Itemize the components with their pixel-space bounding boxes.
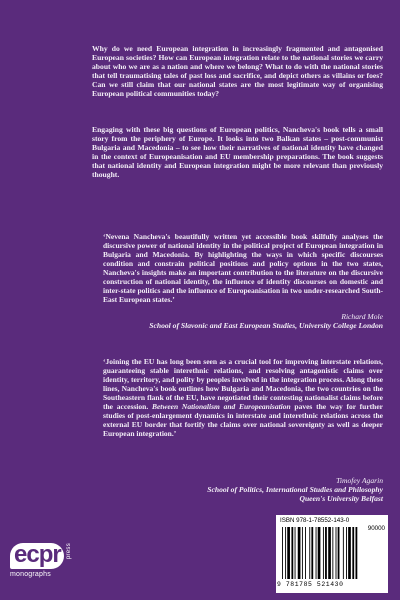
endorser-name-1: Richard Mole bbox=[341, 312, 383, 321]
endorser-name-2: Timofey Agarin bbox=[336, 476, 383, 485]
endorsement-quote-1: ‘Nevena Nancheva's beautifully written yet accessible book skilfully analyses the discursive power of national identity in the political project of European integration in Bulgaria and Macedonia. By highlighting the ways in which specific discourses condition and constrain political positions and policy options in the two states, Nancheva's insights make an important contribution to the literature on the discursive construction of national identity, the influence of identity discourses on domestic and inter-state politics and the influence of Europeanisation in two under-researched South-East European states.’ bbox=[103, 232, 383, 305]
price-code: 90000 bbox=[367, 525, 385, 532]
quote-2-book-title: Between Nationalism and Europeanisation bbox=[151, 402, 291, 412]
endorser-affiliation-2b: Queen's University Belfast bbox=[299, 494, 383, 504]
barcode-bars bbox=[280, 527, 384, 581]
barcode-number: 9 781785 521430 bbox=[277, 581, 344, 588]
endorser-affiliation-1: School of Slavonic and East European Studies, University College London bbox=[149, 321, 383, 331]
endorsement-quote-2 bbox=[103, 357, 383, 438]
endorser-affiliation-2a: School of Politics, International Studies and Philosophy bbox=[207, 485, 383, 495]
endorsement-attribution-1 bbox=[100, 312, 383, 330]
ecpr-press-logo bbox=[10, 541, 90, 586]
logo-monographs-text: monographs bbox=[10, 571, 51, 578]
quote-2-part-1: ‘Joining the EU has long been seen as a crucial tool for improving interstate relations, guaranteeing stable interethnic relations, and resolving antagonistic claims over identity, territory, and polity by peoples involved in the integration process. Along these lines, Nancheva's book outlines how Bulgaria and Macedonia, the two countries on the Southeastern flank of the EU, have negotiated their contesting nationalist claims before the accession. bbox=[103, 357, 383, 412]
intro-paragraph-2: Engaging with these big questions of European politics, Nancheva's book tells a small story from the periphery of Europe. It looks into two Balkan states – post-communist Bulgaria and Macedonia – to see how their narratives of national identity have changed in the context of Europeanisation and EU membership preparations. The book suggests that national identity and European integration might be more relevant than previously thought. bbox=[92, 125, 383, 180]
quote-2-part-2: paves the way for further studies of post-enlargement dynamics in interstate and interethnic relations across the external EU border that fortify the claims over national sovereignty as well as deeper European integration.’ bbox=[103, 402, 383, 439]
endorsement-attribution-2 bbox=[100, 476, 383, 503]
isbn-text: ISBN 978-1-78552-143-0 bbox=[280, 517, 350, 524]
isbn-barcode bbox=[276, 515, 388, 593]
intro-paragraph-1: Why do we need European integration in increasingly fragmented and antagonised European societies? How can European integration relate to the national stories we carry about who we are as a nation and where we belong? What to do with the national stories that tell traumatising tales of past loss and sacrifice, and depict others as villains or foes? Can we still claim that our national states are the most legitimate way of organising European political communities today? bbox=[92, 44, 383, 99]
logo-ecpr-text: ecpr bbox=[14, 541, 61, 568]
logo-press-text: press bbox=[66, 543, 72, 560]
